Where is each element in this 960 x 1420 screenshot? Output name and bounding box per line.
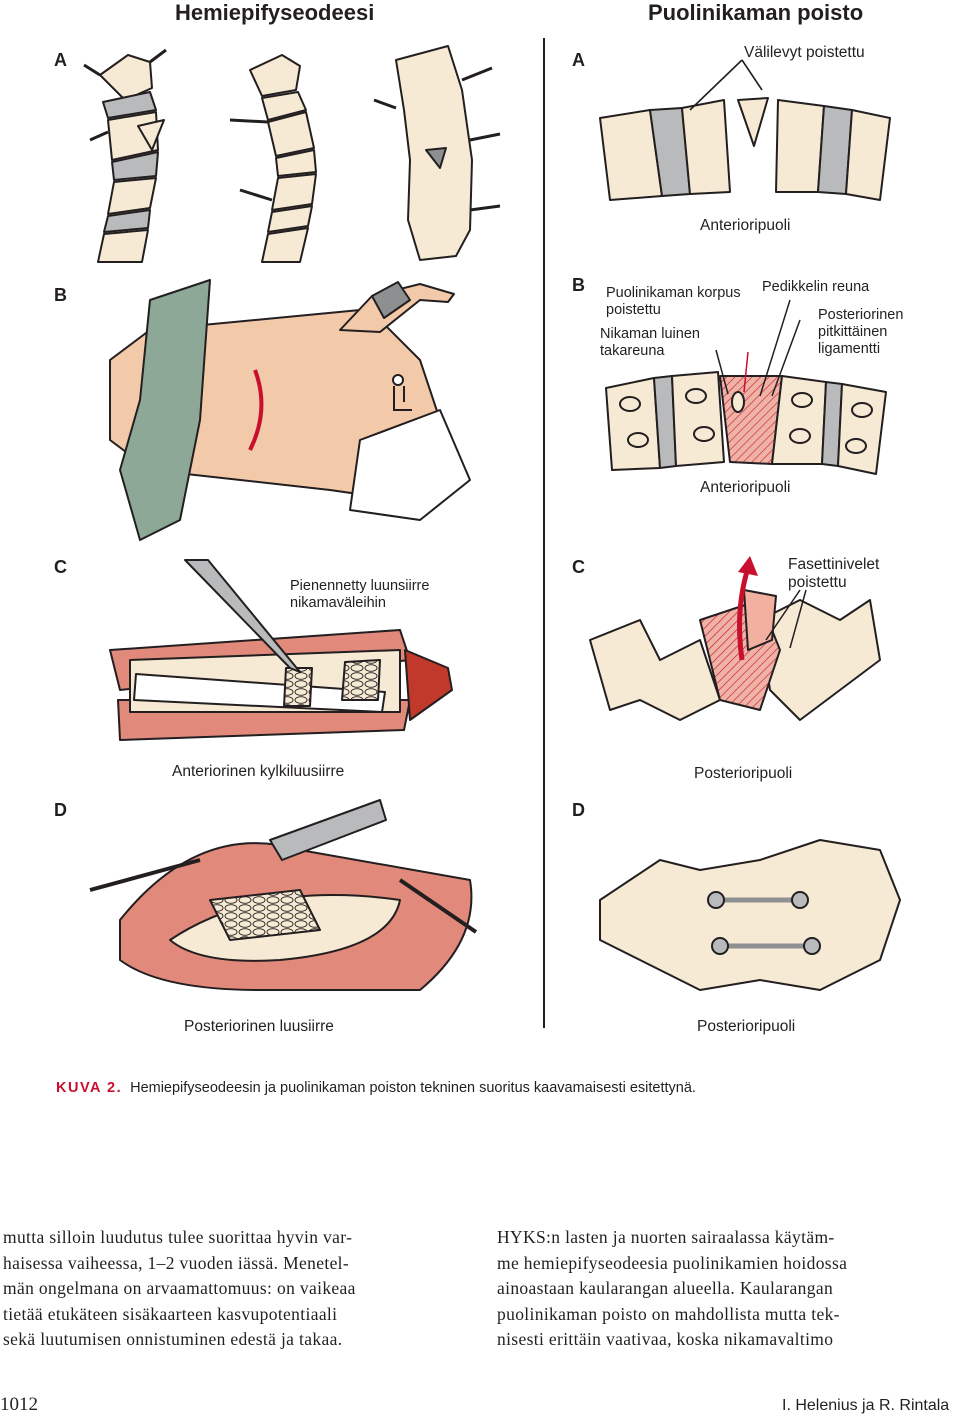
body-right-line: puolinikaman poisto on mahdollista mutta tek- xyxy=(497,1303,840,1324)
label-takareuna-line1: Nikaman luinen xyxy=(600,326,700,342)
body-left-line: tietää etukäteen sisäkaarteen kasvupotentiaali xyxy=(3,1303,338,1324)
left-a-spine-1 xyxy=(84,50,166,262)
panel-letter-right-a: A xyxy=(572,50,585,70)
label-pedikkeli: Pedikkelin reuna xyxy=(762,279,870,295)
panel-letter-right-b: B xyxy=(572,275,585,295)
label-anterioripuoli-a: Anterioripuoli xyxy=(700,217,791,234)
label-luunsiirre-line1: Pienennetty luunsiirre xyxy=(290,578,430,594)
right-column-title: Puolinikaman poisto xyxy=(648,0,864,25)
panel-letter-right-d: D xyxy=(572,800,585,820)
left-a-spine-2 xyxy=(230,55,316,262)
caption-figure-number: KUVA 2. xyxy=(56,1080,123,1096)
label-takareuna-line2: takareuna xyxy=(600,343,665,359)
body-left-line: mutta silloin luudutus tulee suorittaa hyvin var- xyxy=(3,1227,353,1247)
label-posterioripuoli-d: Posterioripuoli xyxy=(697,1018,796,1035)
panel-letter-right-c: C xyxy=(572,557,585,577)
label-kylkiluusiirre: Anteriorinen kylkiluusiirre xyxy=(172,763,345,780)
right-c-spine xyxy=(590,590,880,720)
caption-text: Hemiepifyseodeesin ja puolinikaman poiston tekninen suoritus kaavamaisesti esitettynä. xyxy=(130,1080,696,1096)
left-b-patient xyxy=(110,280,470,540)
panel-letter-left-a: A xyxy=(54,50,67,70)
body-right-line: me hemiepifyseodeesia puolinikamien hoidossa xyxy=(497,1252,848,1273)
body-right-line: ainoastaan kaularangan alueella. Kaularangan xyxy=(497,1278,834,1298)
body-right-line: HYKS:n lasten ja nuorten sairaalassa käytäm- xyxy=(497,1227,835,1247)
label-ligamentti-line3: ligamentti xyxy=(818,341,881,357)
left-a-spine-3 xyxy=(374,46,500,260)
figure-caption xyxy=(56,1080,696,1096)
label-luunsiirre-line2: nikamaväleihin xyxy=(290,595,386,611)
label-valilevyt: Välilevyt poistettu xyxy=(744,44,865,61)
right-b-vertebrae xyxy=(606,372,886,474)
label-korpus-line1: Puolinikaman korpus xyxy=(606,285,741,301)
body-left-line: haisessa vaiheessa, 1–2 vuoden iässä. Menetel- xyxy=(3,1252,350,1273)
running-footer-authors: I. Helenius ja R. Rintala xyxy=(782,1397,950,1414)
panel-letter-left-b: B xyxy=(54,285,67,305)
label-ligamentti-line1: Posteriorinen xyxy=(818,307,904,323)
label-posterioripuoli-c: Posterioripuoli xyxy=(694,765,793,782)
label-anterioripuoli-b: Anterioripuoli xyxy=(700,479,791,496)
label-korpus-line2: poistettu xyxy=(606,302,661,318)
right-d-spine xyxy=(600,840,900,990)
body-right-line: nisesti erittäin vaativaa, koska nikamavaltimo xyxy=(497,1329,834,1349)
label-posteriorinen-luusiirre: Posteriorinen luusiirre xyxy=(184,1018,334,1035)
left-column-title: Hemiepifyseodeesi xyxy=(175,0,375,25)
body-column-left xyxy=(3,1225,468,1353)
label-fasetti-line2: poistettu xyxy=(788,574,847,591)
body-column-right xyxy=(497,1225,959,1353)
body-left-line: män ongelmana on arvaamattomuus: on vaikeaa xyxy=(3,1278,356,1298)
right-c-arrowhead xyxy=(738,556,758,576)
label-fasetti-line1: Fasettinivelet xyxy=(788,556,880,573)
panel-letter-left-c: C xyxy=(54,557,67,577)
panel-letter-left-d: D xyxy=(54,800,67,820)
body-left-line: sekä luutumisen onnistuminen edestä ja takaa. xyxy=(3,1329,343,1349)
left-d-wound xyxy=(90,800,476,990)
right-a-vertebrae xyxy=(600,98,890,200)
page-number: 1012 xyxy=(0,1394,38,1415)
label-ligamentti-line2: pitkittäinen xyxy=(818,324,888,340)
